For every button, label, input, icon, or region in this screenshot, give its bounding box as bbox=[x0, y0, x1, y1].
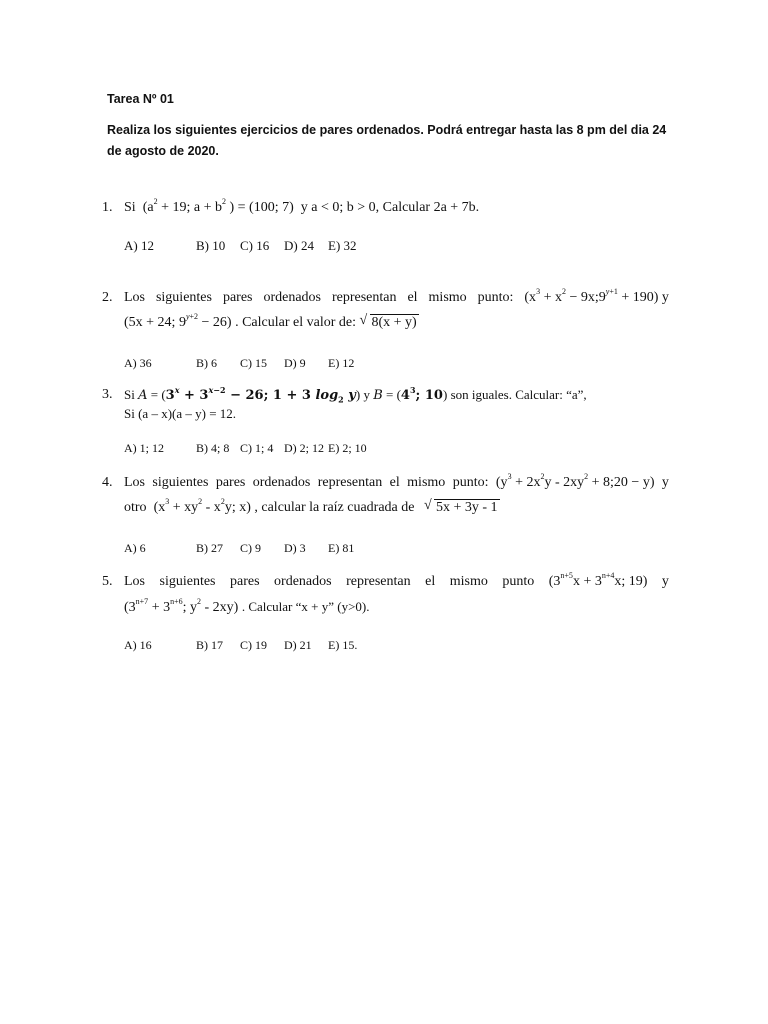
word: pares bbox=[215, 475, 246, 490]
problem-number: 1. bbox=[102, 200, 113, 215]
equation: ($3^{n+5}x + 3^{n+4}x$; 19) bbox=[548, 571, 648, 589]
option-c: C) 1; 4 bbox=[240, 441, 274, 455]
si-label: Si bbox=[124, 200, 136, 215]
word: pares bbox=[230, 574, 260, 589]
option-e: E) 81 bbox=[328, 541, 355, 555]
problem-4-line-2 bbox=[124, 497, 500, 516]
word: representan bbox=[331, 290, 397, 305]
equation: ($x^3 + x^2$ − $9x;9^{y+1} + 190$) y bbox=[524, 287, 669, 305]
option-a: A) 1; 12 bbox=[124, 441, 164, 455]
equation-b: B bbox=[373, 388, 383, 403]
problem-3-line-1: Si $A = (3^x + 3^{x-2} - 26$; 1 + 3 $\log_2 y$) y $B = (4^3$; 10) son iguales. Calcular: “a”, bbox=[124, 384, 587, 405]
equation: ($y^3 + 2x^2y - 2xy^2$ + 8;20 − y) bbox=[495, 472, 655, 490]
problem-number: 3. bbox=[102, 387, 113, 402]
word: representan bbox=[317, 475, 383, 490]
instructions-text: Realiza los siguientes ejercicios de pares ordenados. Podrá entregar hasta las 8 pm del dia 24 de agosto de 2020. bbox=[107, 123, 667, 158]
word: siguientes bbox=[155, 290, 212, 305]
word: representan bbox=[346, 574, 411, 589]
word: punto bbox=[502, 574, 535, 589]
word: Los bbox=[124, 475, 145, 490]
option-b: B) 27 bbox=[196, 541, 223, 555]
option-b: B) 17 bbox=[196, 638, 223, 652]
word: pares bbox=[222, 290, 253, 305]
option-d: D) 21 bbox=[284, 638, 312, 652]
problem-4-ask: , calcular la raíz cuadrada de bbox=[254, 500, 415, 515]
sqrt-expression: √ 5x + 3y - 1 bbox=[424, 500, 500, 516]
word: mismo bbox=[449, 574, 488, 589]
option-d: D) 2; 12 bbox=[284, 441, 324, 455]
problem-2-line-2 bbox=[124, 312, 419, 331]
word: el bbox=[407, 290, 418, 305]
word: Los bbox=[124, 290, 145, 305]
problem-3-line-2: Si (a – x)(a – y) = 12. bbox=[124, 406, 237, 421]
word: mismo bbox=[428, 290, 467, 305]
word: siguientes bbox=[159, 574, 216, 589]
option-c: C) 9 bbox=[240, 541, 261, 555]
si-label: Si bbox=[124, 387, 135, 402]
option-e: E) 32 bbox=[328, 238, 357, 253]
problem-1-ask: , Calcular 2a + 7b. bbox=[375, 200, 480, 215]
problem-5-ask: . Calcular “x + y” (y>0). bbox=[241, 599, 370, 614]
word: ordenados bbox=[252, 475, 311, 490]
problem-2-line-1 bbox=[124, 287, 669, 306]
option-a: A) 12 bbox=[124, 238, 154, 253]
otro-label: otro bbox=[124, 500, 147, 515]
problem-4-line-1 bbox=[124, 472, 669, 491]
problem-2-ask: . Calcular el valor de: bbox=[235, 315, 356, 330]
word: ordenados bbox=[274, 574, 332, 589]
option-e: E) 12 bbox=[328, 356, 355, 370]
option-e: E) 15. bbox=[328, 638, 358, 652]
word: ordenados bbox=[263, 290, 321, 305]
problem-5-line-1 bbox=[124, 571, 669, 590]
equation: ($x^3 + xy^2 - x^2y$; x) bbox=[150, 497, 251, 515]
option-c: C) 16 bbox=[240, 238, 270, 253]
page-title: Tarea Nº 01 bbox=[107, 92, 174, 106]
y-label: y bbox=[363, 387, 370, 402]
problem-number: 4. bbox=[102, 475, 113, 490]
word: punto: bbox=[452, 475, 489, 490]
problem-number: 2. bbox=[102, 290, 113, 305]
word: el bbox=[425, 574, 436, 589]
word: el bbox=[389, 475, 400, 490]
option-d: D) 24 bbox=[284, 238, 314, 253]
sqrt-expression: √ 8(x + y) bbox=[360, 315, 419, 331]
y-label: y bbox=[661, 475, 669, 490]
option-d: D) 3 bbox=[284, 541, 306, 555]
option-a: A) 16 bbox=[124, 638, 152, 652]
word: siguientes bbox=[152, 475, 209, 490]
option-a: A) 36 bbox=[124, 356, 152, 370]
option-a: A) 6 bbox=[124, 541, 146, 555]
equation: (5x + 24; $9^{y+2} - 26$) bbox=[124, 312, 232, 330]
problem-number: 5. bbox=[102, 574, 113, 589]
word: mismo bbox=[407, 475, 446, 490]
option-d: D) 9 bbox=[284, 356, 306, 370]
equation: ($a^2 + 19$; $a + b^2$ ) = (100; 7) y a < 0; b > 0 bbox=[139, 197, 376, 215]
option-b: B) 4; 8 bbox=[196, 441, 230, 455]
problem-3-ask: son iguales. Calcular: “a”, bbox=[450, 387, 587, 402]
y-label: y bbox=[661, 574, 669, 589]
equation: ($3^{n+7} + 3^{n+6}$; $y^2 - 2xy$) bbox=[124, 597, 239, 615]
option-b: B) 10 bbox=[196, 238, 226, 253]
equation-a: A bbox=[138, 388, 148, 403]
problem-5-line-2 bbox=[124, 599, 369, 616]
option-b: B) 6 bbox=[196, 356, 217, 370]
word: Los bbox=[124, 574, 145, 589]
option-c: C) 15 bbox=[240, 356, 267, 370]
problem-1-statement bbox=[124, 197, 480, 216]
word: punto: bbox=[477, 290, 514, 305]
option-c: C) 19 bbox=[240, 638, 267, 652]
option-e: E) 2; 10 bbox=[328, 441, 367, 455]
